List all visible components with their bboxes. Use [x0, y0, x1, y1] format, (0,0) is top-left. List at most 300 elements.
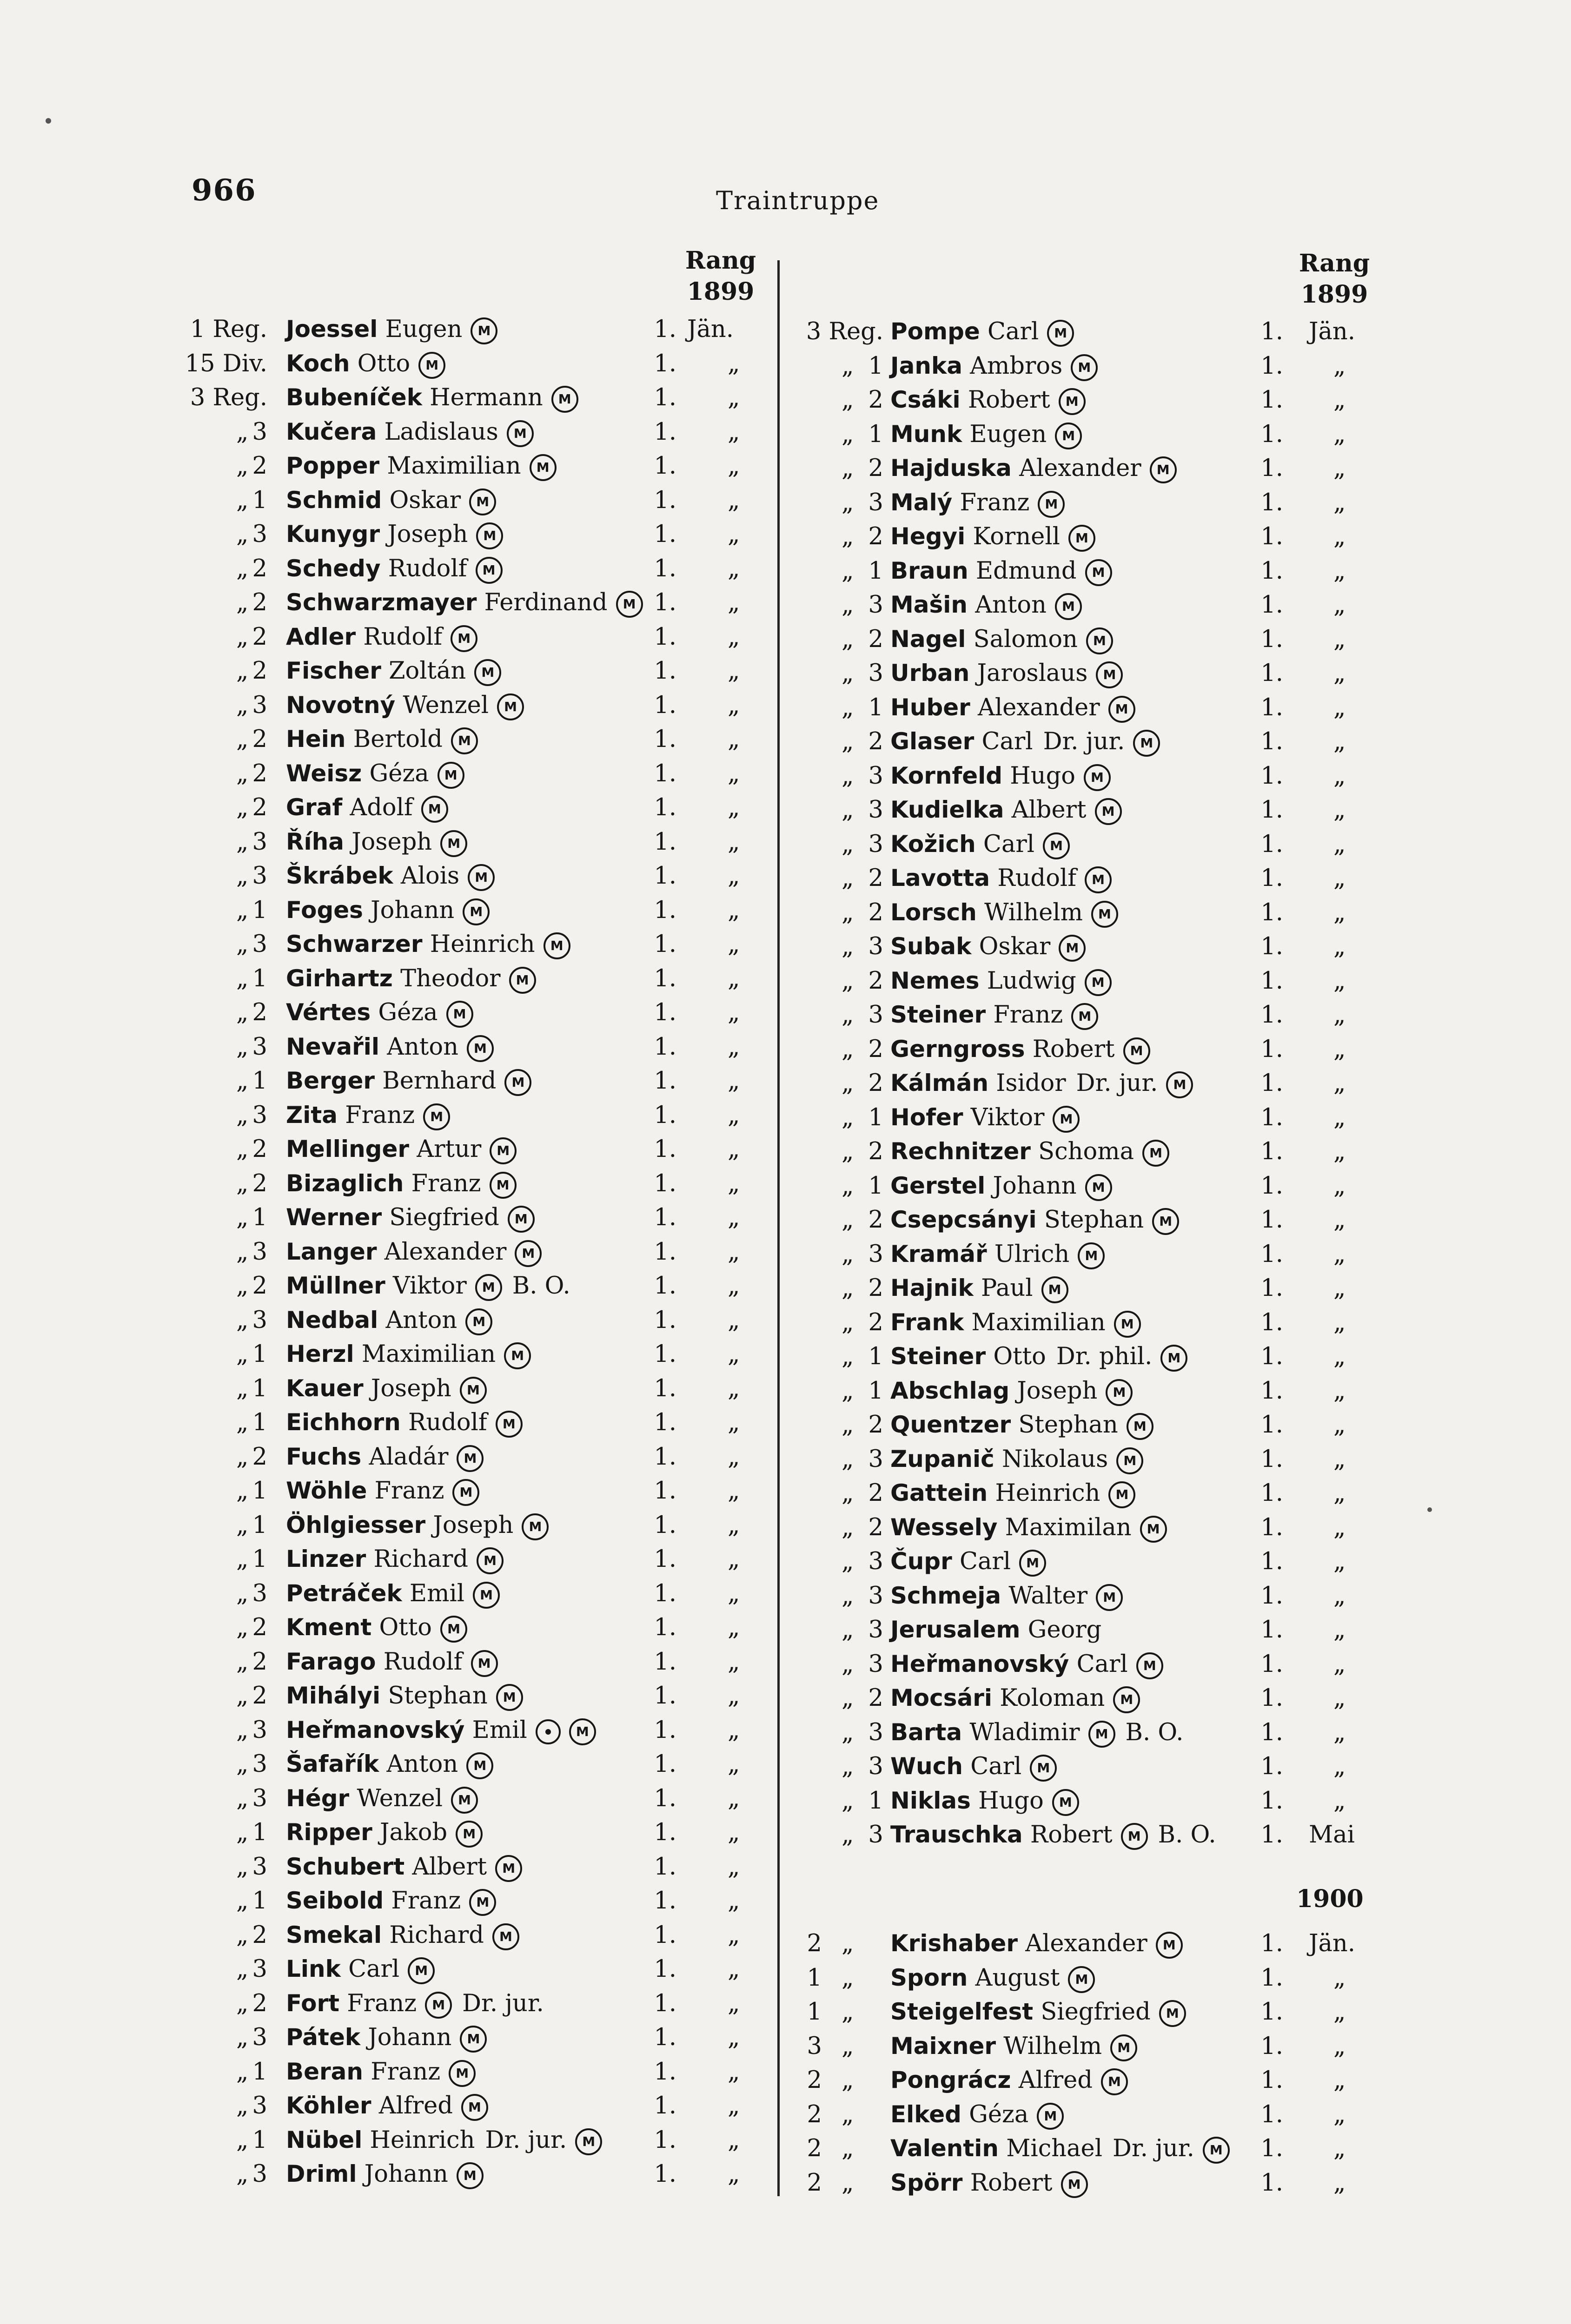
given-name: Franz — [347, 1989, 417, 2017]
given-name: Ulrich — [994, 1240, 1070, 1268]
roster-row — [0, 1511, 1571, 1545]
surname: Schwarzmayer — [286, 589, 477, 616]
unit-cell: 3 — [252, 2024, 267, 2051]
unit-cell: 2 — [868, 1274, 883, 1302]
rank-month: „ — [728, 657, 740, 685]
name-suffix: B. O. — [1158, 1821, 1216, 1849]
roster-row — [0, 520, 1571, 554]
unit-ditto: „ — [842, 1206, 854, 1234]
rank-month: „ — [1333, 728, 1346, 755]
rank-month: „ — [728, 1306, 740, 1334]
rank-day: 1. — [1260, 1035, 1283, 1063]
circled-m-icon: M — [460, 2026, 487, 2053]
surname: Frank — [890, 1308, 964, 1336]
unit-cell: 1 — [868, 1377, 883, 1405]
unit-cell: 1 — [868, 693, 883, 721]
given-name: Bertold — [353, 726, 443, 753]
unit-ditto: „ — [236, 1579, 249, 1607]
rank-day: 1. — [1260, 352, 1283, 380]
given-name: Wenzel — [357, 1784, 443, 1812]
unit-cell: 1 — [252, 1374, 267, 1402]
unit-ditto: „ — [236, 1033, 249, 1061]
rank-day: 1. — [1260, 660, 1283, 687]
surname: Kučera — [286, 418, 377, 445]
given-name: Ladislaus — [384, 418, 498, 446]
surname: Nagel — [890, 625, 966, 653]
given-name: Franz — [391, 1887, 461, 1915]
unit-ditto: „ — [236, 1921, 249, 1949]
rank-month: „ — [728, 589, 740, 616]
rank-month: „ — [1333, 1445, 1346, 1473]
unit-ditto: „ — [236, 828, 249, 856]
rank-day: 1. — [1260, 1206, 1283, 1234]
surname: Pátek — [286, 2024, 361, 2051]
right-rank-label: Rang — [1299, 249, 1370, 277]
name-suffix: B. O. — [1125, 1718, 1184, 1746]
surname: Werner — [286, 1204, 382, 1231]
rank-month: „ — [728, 1887, 740, 1915]
rank-day: 1. — [654, 1238, 676, 1266]
officer-name — [890, 2132, 1230, 2166]
name-suffix: Dr. phil. — [1056, 1343, 1153, 1370]
given-name: Robert — [1030, 1821, 1113, 1849]
circled-m-icon: M — [1108, 1481, 1135, 1508]
unit-cell: 2 — [868, 1308, 883, 1336]
roster-row — [0, 349, 1571, 383]
roster-row — [0, 1995, 1571, 2029]
roster-row — [0, 2166, 1571, 2200]
circled-m-icon: M — [551, 386, 578, 413]
unit-ditto: „ — [842, 1172, 854, 1200]
unit-cell: 3 Reg. — [190, 384, 267, 411]
unit-ditto: „ — [842, 1650, 854, 1678]
officer-name — [890, 861, 1112, 896]
unit-ditto: „ — [842, 1998, 854, 2026]
officer-name — [890, 588, 1082, 622]
roster-row — [0, 622, 1571, 657]
given-name: Franz — [993, 1001, 1063, 1029]
surname: Bizaglich — [286, 1169, 404, 1197]
given-name: Eugen — [969, 420, 1047, 448]
given-name: Robert — [970, 2169, 1053, 2197]
circled-m-icon: M — [449, 2060, 476, 2087]
unit-ditto: „ — [842, 933, 854, 960]
rank-day: 1. — [1260, 1103, 1283, 1131]
officer-name — [890, 1927, 1183, 1961]
circled-m-icon: M — [1110, 2034, 1137, 2061]
given-name: Georg — [1027, 1616, 1102, 1644]
given-name: Siegfried — [389, 1204, 499, 1231]
surname: Foges — [286, 896, 363, 924]
rank-month: „ — [1333, 1240, 1346, 1268]
surname: Nemes — [890, 967, 980, 994]
surname: Sporn — [890, 1964, 968, 1991]
given-name: Jaroslaus — [977, 660, 1088, 687]
given-name: Rudolf — [383, 1648, 463, 1676]
unit-ditto: „ — [236, 2160, 249, 2188]
circled-m-icon: M — [504, 1069, 531, 1096]
officer-name — [890, 315, 1074, 349]
given-name: Alexander — [1025, 1930, 1147, 1957]
roster-row — [0, 1750, 1571, 1784]
roster-row — [0, 2063, 1571, 2098]
circled-m-icon: M — [1133, 730, 1160, 757]
rank-day: 1. — [654, 1067, 676, 1095]
unit-cell: 2 — [252, 759, 267, 787]
unit-cell: 1 — [868, 1172, 883, 1200]
given-name: Carl — [970, 1753, 1022, 1780]
roster-row — [0, 861, 1571, 896]
unit-cell: 2 — [868, 1684, 883, 1712]
unit-cell: 1 — [868, 1787, 883, 1815]
rank-day: 1. — [1260, 591, 1283, 619]
surname: Huber — [890, 693, 970, 721]
surname: Mašin — [890, 591, 968, 618]
rank-month: „ — [1333, 1998, 1346, 2026]
surname: Urban — [890, 660, 970, 687]
page-number: 966 — [192, 173, 257, 208]
rank-day: 1. — [654, 1682, 676, 1710]
rank-month: „ — [728, 350, 740, 377]
rank-day: 1. — [654, 931, 676, 958]
rank-month: „ — [1333, 2135, 1346, 2162]
rank-month: „ — [728, 1374, 740, 1402]
circled-m-icon: M — [1106, 1379, 1133, 1406]
unit-cell: 3 — [252, 1853, 267, 1881]
given-name: Maximilan — [1005, 1513, 1132, 1541]
unit-ditto: „ — [236, 1238, 249, 1266]
circled-m-icon: M — [1114, 1311, 1141, 1338]
circled-m-icon: M — [1055, 593, 1082, 620]
unit-ditto: „ — [236, 2024, 249, 2051]
name-suffix: Dr. jur. — [485, 2126, 567, 2154]
left-rank-header — [674, 246, 767, 306]
unit-ditto: „ — [842, 1343, 854, 1370]
circled-m-icon: M — [477, 1547, 504, 1574]
unit-cell: 3 — [868, 1821, 883, 1849]
rank-day: 1. — [654, 828, 676, 856]
given-name: August — [975, 1964, 1060, 1992]
roster-row — [0, 1237, 1571, 1272]
rank-month: „ — [728, 999, 740, 1026]
roster-row — [0, 1408, 1571, 1442]
unit-cell: 1 — [252, 896, 267, 924]
rank-month: „ — [728, 1648, 740, 1676]
roster-row — [0, 315, 1571, 349]
roster-row — [0, 588, 1571, 622]
surname: Kálmán — [890, 1070, 989, 1096]
unit-ditto: „ — [842, 693, 854, 721]
circled-m-icon: M — [575, 2128, 602, 2155]
given-name: Eugen — [385, 316, 463, 343]
unit-cell: 3 — [868, 762, 883, 790]
unit-cell: 3 — [868, 1718, 883, 1746]
unit-ditto: „ — [236, 1750, 249, 1778]
roster-row — [0, 2132, 1571, 2166]
officer-name — [890, 486, 1065, 520]
unit-cell: 3 Reg. — [806, 318, 883, 345]
circled-m-icon: M — [408, 1957, 435, 1984]
unit-cell: 2 — [252, 1272, 267, 1300]
given-name: Robert — [1032, 1035, 1115, 1063]
surname: Weisz — [286, 759, 362, 787]
given-name: Joseph — [351, 828, 432, 856]
rank-month: „ — [1333, 1138, 1346, 1165]
circled-m-icon: M — [1068, 525, 1095, 552]
circled-m-icon: M — [1071, 354, 1098, 381]
circled-m-icon: M — [1108, 696, 1135, 723]
surname: Malý — [890, 489, 953, 516]
rank-day: 1. — [654, 1819, 676, 1846]
surname: Gattein — [890, 1479, 988, 1506]
rank-month: „ — [728, 1340, 740, 1368]
unit-cell: 1 — [807, 1964, 822, 1992]
given-name: Joseph — [1017, 1377, 1098, 1405]
officer-name — [890, 1203, 1179, 1237]
rank-month: „ — [728, 1511, 740, 1539]
rank-month: „ — [728, 521, 740, 548]
officer-name — [890, 2063, 1128, 2098]
surname: Hofer — [890, 1103, 963, 1131]
circled-m-icon: M — [1085, 866, 1112, 893]
unit-ditto: „ — [842, 1616, 854, 1644]
rank-month: „ — [728, 2160, 740, 2188]
given-name: Stephan — [1018, 1411, 1118, 1439]
rank-month: „ — [728, 1204, 740, 1231]
unit-cell: 2 — [252, 623, 267, 651]
surname: Heřmanovský — [890, 1650, 1069, 1677]
officer-name — [890, 1408, 1153, 1442]
unit-ditto: „ — [842, 728, 854, 755]
officer-name — [890, 725, 1160, 759]
unit-cell: 3 — [868, 1548, 883, 1575]
unit-ditto: „ — [236, 896, 249, 924]
unit-cell: 2 — [868, 898, 883, 926]
rank-day: 1. — [654, 1614, 676, 1641]
unit-ditto: „ — [236, 794, 249, 821]
surname: Kauer — [286, 1374, 364, 1402]
circled-m-icon: M — [1088, 1721, 1115, 1748]
rank-day: 1. — [654, 691, 676, 719]
rank-month: „ — [728, 1101, 740, 1129]
unit-ditto: „ — [842, 1718, 854, 1746]
rank-month: „ — [1333, 1274, 1346, 1302]
surname: Wöhle — [286, 1477, 367, 1504]
surname: Čupr — [890, 1548, 952, 1575]
unit-ditto: „ — [236, 589, 249, 616]
circled-m-icon: M — [1116, 1447, 1143, 1474]
unit-cell: 2 — [868, 1035, 883, 1063]
unit-cell: 3 — [868, 1650, 883, 1678]
rank-day: 1. — [1260, 1479, 1283, 1507]
unit-cell: 3 — [868, 660, 883, 687]
officer-name — [286, 1850, 522, 1884]
rank-day: 1. — [1260, 455, 1283, 482]
rank-month: „ — [1333, 1479, 1346, 1507]
given-name: Viktor — [393, 1272, 467, 1300]
surname: Graf — [286, 794, 343, 821]
surname: Schwarzer — [286, 931, 423, 957]
officer-name — [890, 827, 1070, 862]
unit-ditto: „ — [842, 830, 854, 858]
roster-row — [0, 1135, 1571, 1169]
given-name: Albert — [412, 1853, 487, 1881]
given-name: Géza — [378, 999, 438, 1026]
rank-day: 1. — [654, 316, 676, 343]
surname: Seibold — [286, 1887, 384, 1914]
surname: Lorsch — [890, 898, 977, 926]
rank-month: „ — [1333, 796, 1346, 824]
given-name: Ferdinand — [484, 589, 608, 616]
unit-cell: 3 — [252, 521, 267, 548]
rank-month: „ — [728, 623, 740, 651]
surname: Müllner — [286, 1272, 385, 1299]
given-name: Anton — [386, 1750, 458, 1778]
unit-cell: 2 — [868, 1138, 883, 1165]
circled-m-icon: M — [1047, 320, 1074, 347]
unit-ditto: „ — [236, 1340, 249, 1368]
unit-cell: 2 — [252, 657, 267, 685]
rank-month: „ — [1333, 1787, 1346, 1815]
unit-cell: 3 — [252, 1033, 267, 1061]
rank-day: 1. — [1260, 830, 1283, 858]
surname: Quentzer — [890, 1411, 1011, 1438]
circled-m-icon: M — [1203, 2137, 1230, 2164]
unit-cell: 1 — [807, 1998, 822, 2026]
rank-day: 1. — [654, 794, 676, 821]
unit-ditto: „ — [236, 521, 249, 548]
circled-m-icon: M — [1096, 1584, 1123, 1611]
circled-m-icon: M — [476, 557, 503, 584]
roster-row — [0, 725, 1571, 759]
rank-month: „ — [728, 1545, 740, 1573]
surname: Niklas — [890, 1787, 971, 1814]
surname: Adler — [286, 623, 356, 650]
unit-ditto: „ — [236, 2092, 249, 2119]
officer-name — [890, 1476, 1135, 1511]
circled-m-icon: M — [465, 1308, 492, 1335]
officer-name — [890, 1716, 1183, 1750]
unit-cell: 2 — [868, 625, 883, 653]
given-name: Adolf — [350, 794, 413, 821]
rank-month: „ — [1333, 2100, 1346, 2128]
rank-month: „ — [728, 2092, 740, 2119]
officer-name — [890, 793, 1122, 827]
circled-m-icon: M — [471, 317, 497, 344]
roster-row — [0, 1066, 1571, 1101]
circled-m-icon: M — [1052, 1789, 1079, 1816]
surname: Csáki — [890, 386, 961, 413]
officer-name — [890, 1750, 1057, 1784]
unit-cell: 3 — [252, 1306, 267, 1334]
officer-name — [890, 656, 1123, 691]
given-name: Bernhard — [382, 1067, 497, 1095]
surname: Škrábek — [286, 862, 393, 889]
rank-day: 1. — [1260, 1172, 1283, 1200]
circled-m-icon: M — [509, 967, 536, 994]
rank-day: 1. — [1260, 1070, 1283, 1097]
rank-day: 1. — [1260, 1343, 1283, 1370]
rank-day: 1. — [654, 1101, 676, 1129]
left-rank-year: 1899 — [687, 277, 755, 306]
unit-cell: 2 — [868, 523, 883, 550]
unit-cell: 3 — [252, 2092, 267, 2119]
circled-m-icon: M — [1053, 1106, 1080, 1133]
surname: Lavotta — [890, 865, 990, 891]
circled-m-icon: M — [1123, 1037, 1150, 1064]
unit-ditto: „ — [842, 489, 854, 516]
rank-month: „ — [728, 1955, 740, 1983]
circled-m-icon: M — [1019, 1550, 1046, 1577]
unit-ditto: „ — [842, 898, 854, 926]
given-name: Salomon — [973, 625, 1078, 653]
rank-month: „ — [1333, 591, 1346, 619]
roster-row — [0, 964, 1571, 998]
surname: Koch — [286, 350, 350, 377]
rank-day: 1. — [1260, 1445, 1283, 1473]
surname: Barta — [890, 1718, 962, 1746]
unit-ditto: „ — [236, 1819, 249, 1846]
surname: Steiner — [890, 1001, 986, 1028]
unit-cell: 1 — [868, 352, 883, 380]
rank-day: 1. — [1260, 489, 1283, 516]
unit-cell: 2 — [252, 589, 267, 616]
surname: Krishaber — [890, 1930, 1018, 1957]
unit-ditto: „ — [842, 1445, 854, 1473]
unit-cell: 3 — [868, 1753, 883, 1780]
rank-month: „ — [1333, 420, 1346, 448]
surname: Fuchs — [286, 1443, 362, 1470]
surname: Gerngross — [890, 1035, 1025, 1063]
unit-cell: 1 — [868, 420, 883, 448]
circled-m-icon: M — [1061, 2171, 1088, 2198]
rank-day: 1. — [654, 1374, 676, 1402]
rank-day: 1. — [654, 726, 676, 753]
rank-month: „ — [1333, 1377, 1346, 1405]
unit-ditto: „ — [236, 1784, 249, 1812]
unit-cell: 3 — [252, 2160, 267, 2188]
unit-ditto: „ — [236, 1477, 249, 1505]
rank-day: 1. — [1260, 1582, 1283, 1610]
circled-m-icon: M — [1085, 1174, 1112, 1201]
unit-ditto: „ — [842, 1103, 854, 1131]
unit-ditto: „ — [236, 1853, 249, 1881]
circled-m-icon: M — [515, 1240, 542, 1267]
circled-m-icon: M — [451, 1787, 478, 1814]
surname: Mihályi — [286, 1682, 381, 1709]
rank-month: „ — [1333, 557, 1346, 585]
unit-ditto: „ — [236, 1716, 249, 1744]
given-name: Franz — [960, 489, 1030, 516]
given-name: Joseph — [387, 521, 468, 548]
circled-m-icon: M — [425, 1992, 452, 2019]
officer-name — [890, 691, 1135, 725]
surname: Eichhorn — [286, 1409, 401, 1436]
surname: Spörr — [890, 2169, 963, 2196]
given-name: Richard — [389, 1921, 484, 1949]
given-name: Carl — [981, 728, 1033, 755]
roster-row — [0, 1169, 1571, 1203]
rank-month: „ — [728, 1989, 740, 2017]
rank-month: „ — [1333, 1206, 1346, 1234]
surname: Kment — [286, 1614, 372, 1641]
unit-ditto: „ — [236, 999, 249, 1026]
circled-m-icon: M — [1113, 1686, 1140, 1713]
given-name: Joseph — [433, 1511, 514, 1539]
unit-cell: 1 — [252, 1340, 267, 1368]
rank-day: 1. — [1260, 1753, 1283, 1780]
unit-ditto: „ — [842, 1479, 854, 1507]
